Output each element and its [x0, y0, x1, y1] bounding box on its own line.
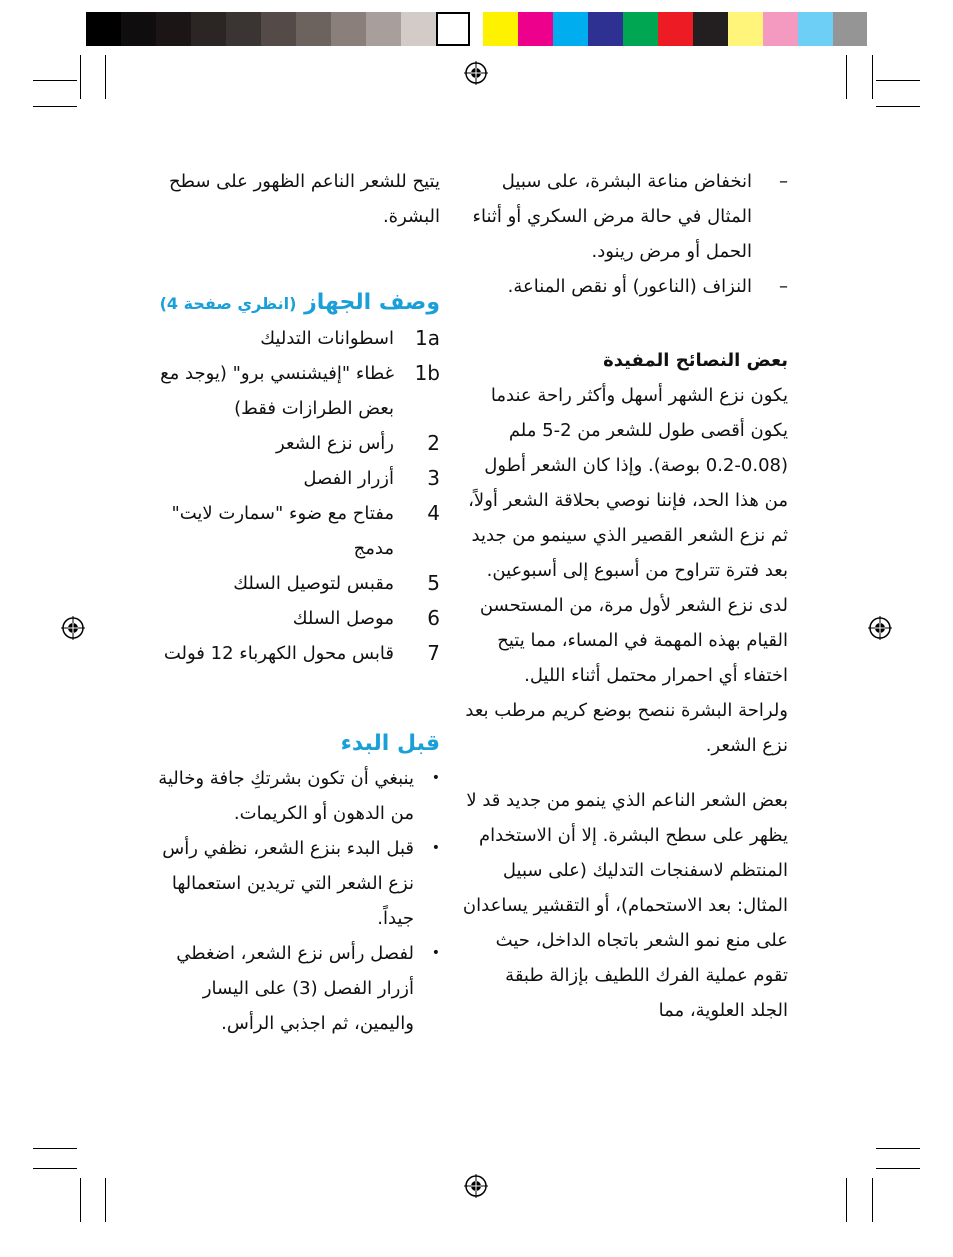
color-swatch: [763, 12, 798, 46]
item-text: انخفاض مناعة البشرة، على سبيل المثال في حالة مرض السكري أو أثناء الحمل أو مرض رينود.: [472, 171, 752, 262]
part-label: موصل السلك: [292, 608, 394, 629]
instruction-item: [140, 831, 440, 936]
bullet-marker: •: [431, 945, 440, 961]
part-label: اسطوانات التدليك: [260, 328, 394, 349]
color-bar-grayscale: [86, 12, 470, 46]
gray-swatch: [191, 12, 226, 46]
gray-swatch: [436, 12, 470, 46]
gray-swatch: [401, 12, 436, 46]
part-number: 2: [427, 431, 440, 455]
bullet-marker: •: [431, 840, 440, 856]
gray-swatch: [331, 12, 366, 46]
color-swatch: [588, 12, 623, 46]
crop-mark: [846, 1178, 847, 1222]
part-number: 3: [427, 466, 440, 490]
part-number: 7: [427, 641, 440, 665]
part-number: 6: [427, 606, 440, 630]
crop-mark: [105, 1178, 106, 1222]
gray-swatch: [226, 12, 261, 46]
part-number: 5: [427, 571, 440, 595]
instruction-text: لفصل رأس نزع الشعر، اضغطي أزرار الفصل (3) على اليسار واليمين، ثم اجذبي الرأس.: [176, 943, 414, 1034]
crop-mark: [80, 55, 81, 99]
color-swatch: [798, 12, 833, 46]
color-swatch: [623, 12, 658, 46]
item-text: النزاف (الناعور) أو نقص المناعة.: [507, 276, 752, 297]
crop-mark: [876, 106, 920, 107]
tips-paragraph: يكون نزع الشهر أسهل وأكثر راحة عندما يكون أقصى طول للشعر من 2-5 ملم (0.08-0.2 بوصة). وإذا كان الشعر أطول من هذا الحد، فإننا نوصي بحلاقة الشعر أولاً، ثم نزع الشعر القصير الذي سينمو من جديد بعد فترة تتراوح من أسبوع إلى أسبوعين.: [468, 385, 788, 581]
crop-mark: [876, 1168, 920, 1169]
left-column: [462, 164, 788, 1028]
crop-mark: [105, 55, 106, 99]
gray-swatch: [156, 12, 191, 46]
continuation-text: يتيح للشعر الناعم الظهور على سطح البشرة.: [168, 171, 440, 227]
color-bar-process: [483, 12, 867, 46]
registration-mark-icon: [464, 61, 488, 85]
crop-mark: [846, 55, 847, 99]
device-description-heading: [140, 286, 440, 321]
device-part-item: [140, 426, 440, 461]
contraindication-item: [462, 164, 788, 269]
part-label: أزرار الفصل: [303, 468, 394, 489]
instruction-item: [140, 761, 440, 831]
right-column: [140, 164, 440, 1041]
instruction-text: قبل البدء بنزع الشعر، نظفي رأس نزع الشعر التي تريدين استعمالها جيداً.: [162, 838, 414, 929]
crop-mark: [33, 106, 77, 107]
part-label: غطاء "إفيشنسي برو" (يوجد مع بعض الطرازات فقط): [160, 363, 394, 419]
before-start-heading: قبل البدء: [340, 731, 440, 756]
contraindication-item: [462, 269, 788, 304]
gray-swatch: [121, 12, 156, 46]
crop-mark: [80, 1178, 81, 1222]
color-swatch: [518, 12, 553, 46]
color-swatch: [483, 12, 518, 46]
crop-mark: [872, 55, 873, 99]
part-label: رأس نزع الشعر: [276, 433, 394, 454]
device-part-item: [140, 636, 440, 671]
registration-mark-icon: [868, 616, 892, 640]
tips-paragraph: ولراحة البشرة ننصح بوضع كريم مرطب بعد نزع الشعر.: [465, 700, 788, 756]
gray-swatch: [86, 12, 121, 46]
tips-title: بعض النصائح المفيدة: [603, 350, 788, 371]
crop-mark: [872, 1178, 873, 1222]
part-label: قابس محول الكهرباء 12 فولت: [163, 643, 394, 664]
crop-mark: [33, 1148, 77, 1149]
gray-swatch: [296, 12, 331, 46]
dash-marker: –: [779, 276, 788, 297]
crop-mark: [876, 1148, 920, 1149]
color-swatch: [728, 12, 763, 46]
part-label: مقبس لتوصيل السلك: [233, 573, 394, 594]
color-swatch: [833, 12, 867, 46]
page-reference: (انظري صفحة 4): [159, 294, 297, 313]
crop-mark: [33, 80, 77, 81]
part-label: مفتاح مع ضوء "سمارت لايت" مدمج: [171, 503, 394, 559]
crop-mark: [33, 1168, 77, 1169]
device-part-item: [140, 496, 440, 566]
device-part-item: [140, 601, 440, 636]
crop-mark: [876, 80, 920, 81]
device-part-item: [140, 461, 440, 496]
color-swatch: [553, 12, 588, 46]
gray-swatch: [366, 12, 401, 46]
heading-text: وصف الجهاز: [304, 290, 440, 315]
instruction-text: ينبغي أن تكون بشرتكِ جافة وخالية من الدهون أو الكريمات.: [158, 768, 414, 824]
part-number: 1a: [415, 326, 440, 350]
color-swatch: [658, 12, 693, 46]
registration-mark-icon: [61, 616, 85, 640]
device-part-item: [140, 566, 440, 601]
part-number: 1b: [414, 361, 440, 385]
registration-mark-icon: [464, 1174, 488, 1198]
color-swatch: [693, 12, 728, 46]
gray-swatch: [261, 12, 296, 46]
tips-paragraph: لدى نزع الشعر لأول مرة، من المستحسن القيام بهذه المهمة في المساء، مما يتيح اختفاء أي احمرار محتمل أثناء الليل.: [479, 595, 788, 686]
part-number: 4: [427, 501, 440, 525]
tips-paragraph: بعض الشعر الناعم الذي ينمو من جديد قد لا يظهر على سطح البشرة. إلا أن الاستخدام المنتظم لاسفنجات التدليك (على سبيل المثال: بعد الاستحمام)، أو التقشير يساعدان على منع نمو الشعر باتجاه الداخل، حيث تقوم عملية الفرك اللطيف بإزالة طبقة الجلد العلوية، مما: [462, 790, 788, 1021]
bullet-marker: •: [431, 770, 440, 786]
dash-marker: –: [779, 171, 788, 192]
instruction-item: [140, 936, 440, 1041]
device-part-item: [140, 321, 440, 356]
device-part-item: [140, 356, 440, 426]
